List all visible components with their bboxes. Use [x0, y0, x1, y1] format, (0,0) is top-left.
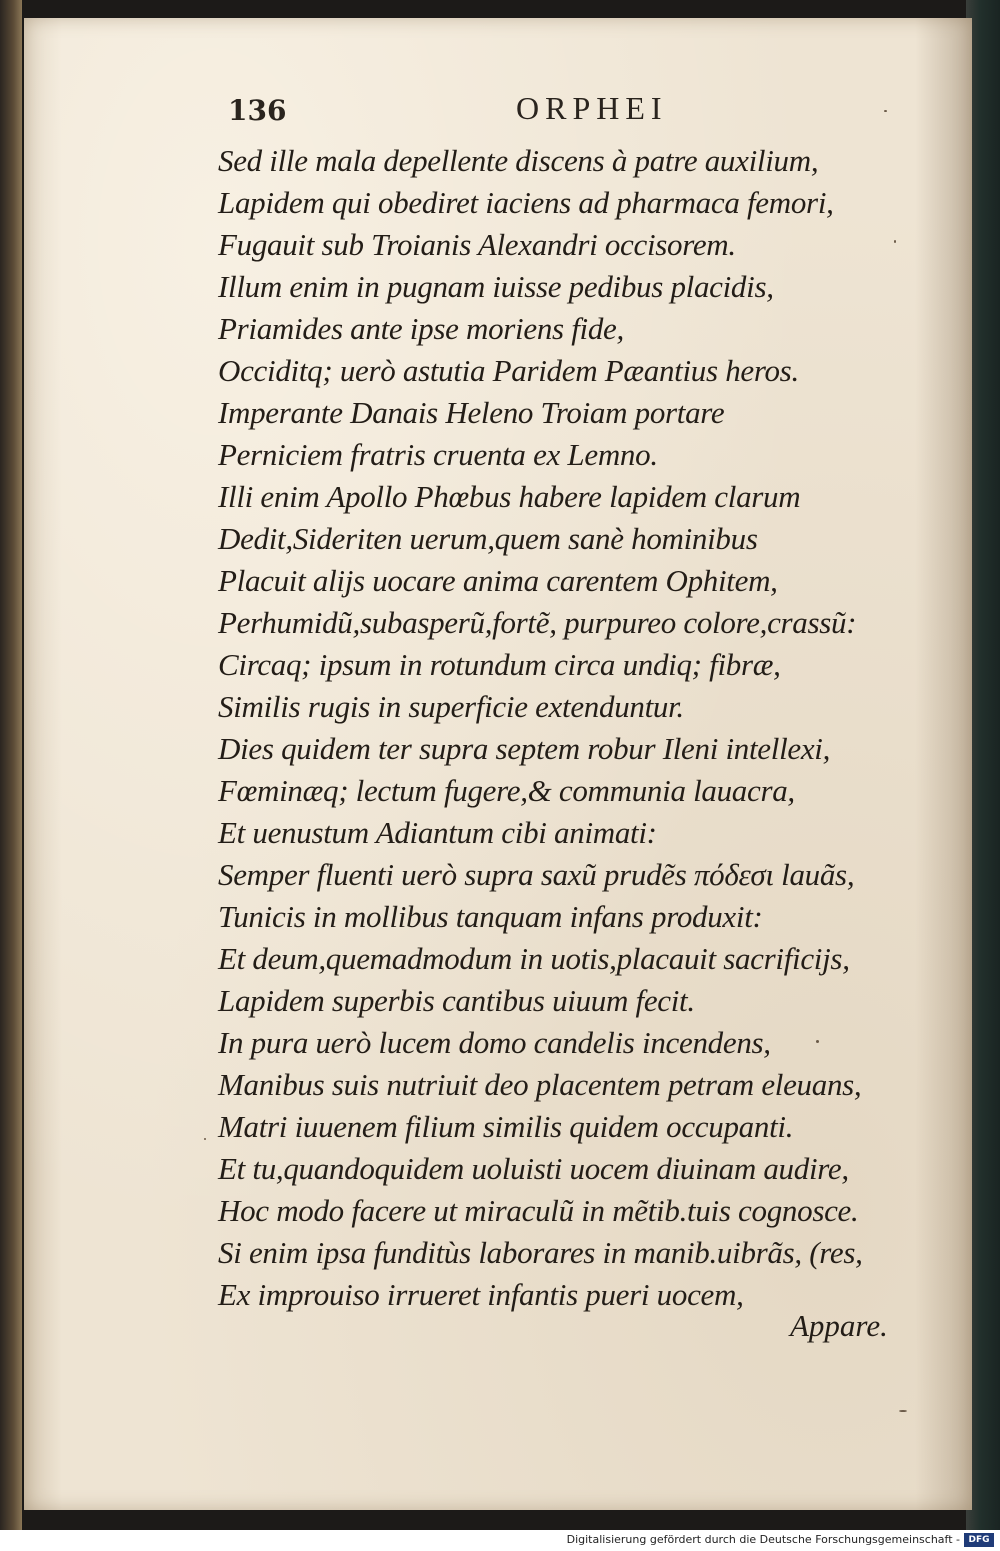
text-line: Lapidem qui obediret iaciens ad pharmaca femori, [218, 185, 834, 220]
text-line: Circaq; ipsum in rotundum circa undiq; fibræ, [218, 647, 781, 682]
text-line: Et tu,quandoquidem uoluisti uocem diuinam audire, [218, 1151, 849, 1186]
text-line: Similis rugis in superficie extenduntur. [218, 689, 684, 724]
text-line: Illum enim in pugnam iuisse pedibus placidis, [218, 269, 774, 304]
text-line: Fugauit sub Troianis Alexandri occisorem. [218, 227, 736, 262]
book-edge-left [0, 0, 22, 1530]
text-line: Dedit,Sideriten uerum,quem sanè hominibus [218, 521, 758, 556]
page-header [228, 88, 868, 128]
paper-speck [884, 110, 887, 112]
text-line: In pura uerò lucem domo candelis incendens, [218, 1025, 771, 1060]
text-line: Sed ille mala depellente discens à patre auxilium, [218, 143, 819, 178]
text-line: Lapidem superbis cantibus uiuum fecit. [218, 983, 695, 1018]
running-title: ORPHEI [516, 90, 668, 126]
text-line: Semper fluenti uerò supra saxũ prudẽs πόδεσι lauãs, [218, 857, 855, 892]
text-line: Perniciem fratris cruenta ex Lemno. [218, 437, 658, 472]
text-line: Occiditq; uerò astutia Paridem Pæantius heros. [218, 353, 799, 388]
text-line: Placuit alijs uocare anima carentem Ophitem, [218, 563, 778, 598]
text-line: Fœminæq; lectum fugere,& communia lauacra, [218, 773, 795, 808]
page-number: 136 [228, 94, 287, 127]
text-line: Imperante Danais Heleno Troiam portare [218, 395, 725, 430]
text-line: Illi enim Apollo Phœbus habere lapidem clarum [218, 479, 801, 514]
text-line: Hoc modo facere ut miraculũ in mẽtib.tuis cognosce. [218, 1193, 859, 1228]
text-line: Et deum,quemadmodum in uotis,placauit sacrificijs, [218, 941, 850, 976]
text-line: Ex improuiso irrueret infantis pueri uocem, [218, 1277, 744, 1312]
text-line: Et uenustum Adiantum cibi animati: [218, 815, 657, 850]
verse-text-block [218, 140, 918, 1316]
paper-speck [204, 1138, 206, 1140]
text-line: Manibus suis nutriuit deo placentem petram eleuans, [218, 1067, 862, 1102]
text-line: Perhumidũ,subasperũ,fortẽ, purpureo colore,crassũ: [218, 605, 857, 640]
paper-speck [899, 1410, 907, 1412]
dfg-logo: DFG [964, 1533, 994, 1547]
text-line: Priamides ante ipse moriens fide, [218, 311, 624, 346]
digitization-footer [0, 1530, 1000, 1551]
catchword: Appare. [790, 1308, 888, 1343]
funding-credit: Digitalisierung gefördert durch die Deutsche Forschungsgemeinschaft - [566, 1533, 960, 1546]
text-line: Matri iuuenem filium similis quidem occupanti. [218, 1109, 794, 1144]
text-line: Tunicis in mollibus tanquam infans produxit: [218, 899, 763, 934]
text-line: Si enim ipsa funditùs laborares in manib.uibrãs, (res, [218, 1235, 863, 1270]
text-line: Dies quidem ter supra septem robur Ileni intellexi, [218, 731, 831, 766]
